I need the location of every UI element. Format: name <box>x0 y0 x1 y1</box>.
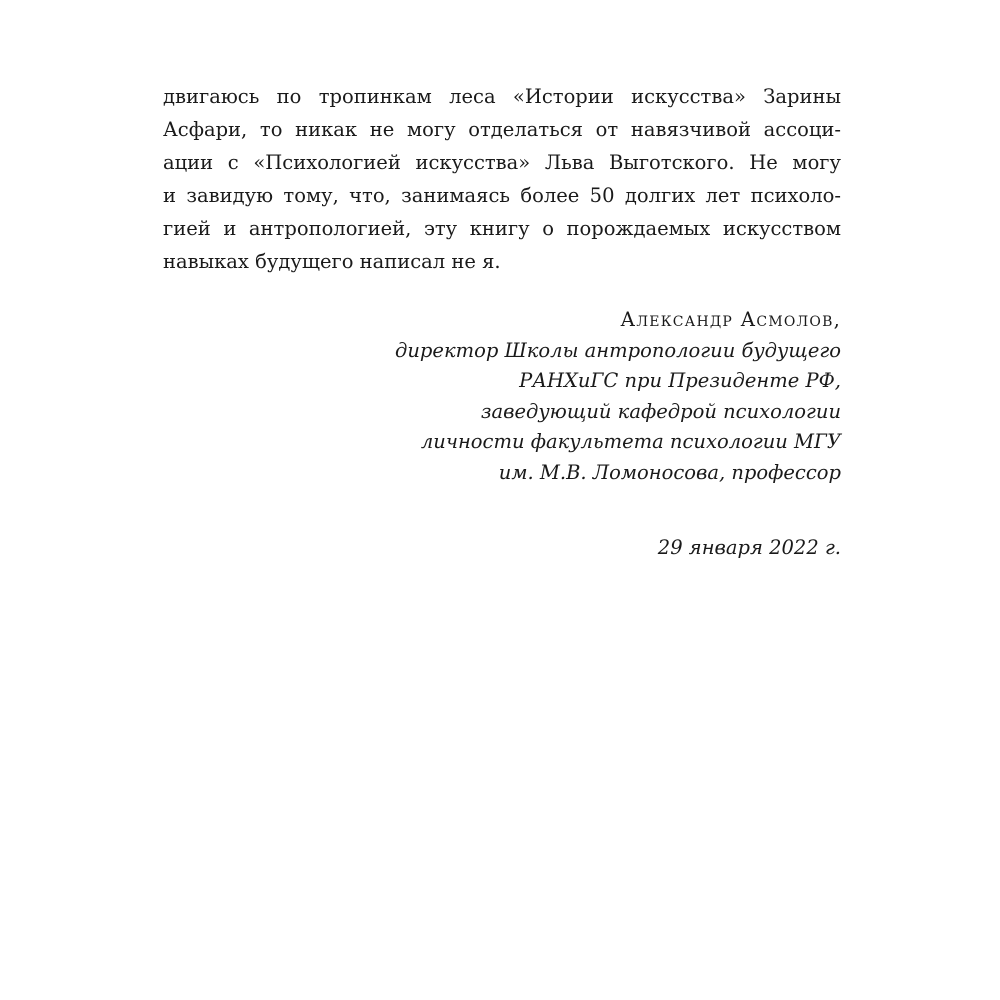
author-title-line: личности факультета психологии МГУ <box>420 430 841 453</box>
signature-date: 29 января 2022 г. <box>657 536 841 559</box>
paragraph-line: Асфари, то никак не могу отделаться от навязчивой ассоци- <box>163 118 841 141</box>
body-paragraph <box>163 80 841 278</box>
author-title-line: заведующий кафедрой психологии <box>480 399 841 423</box>
paragraph-line: навыках будущего написал не я. <box>163 250 501 273</box>
signature-block <box>395 305 841 488</box>
author-title-line: РАНХиГС при Президенте РФ, <box>519 369 841 392</box>
paragraph-line: гией и антропологией, эту книгу о порождаемых искусством <box>163 217 841 240</box>
paragraph-line: двигаюсь по тропинкам леса «Истории искусства» Зарины <box>163 85 841 108</box>
author-title-line: им. М.В. Ломоносова, профессор <box>498 460 841 484</box>
author-title-line: директор Школы антропологии будущего <box>395 338 841 362</box>
paragraph-line: и завидую тому, что, занимаясь более 50 долгих лет психоло- <box>163 184 841 207</box>
paragraph-line: ации с «Психологией искусства» Льва Выготского. Не могу <box>163 151 841 174</box>
author-name: Александр Асмолов, <box>620 308 841 331</box>
